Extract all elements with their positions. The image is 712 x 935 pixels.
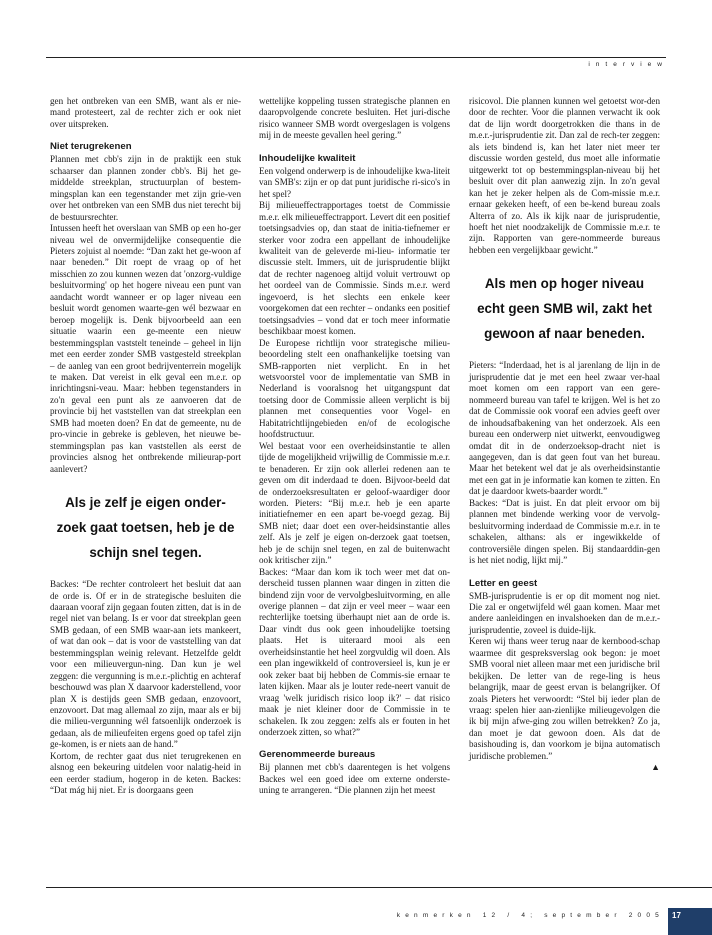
footer-journal: kenmerken 12 / 4; september 2005 bbox=[396, 912, 664, 919]
paragraph: Bij plannen met cbb's daarentegen is het volgens Backes wel een goed idee om externe onderste-uning te arrangeren. “Die plannen zijn het meest bbox=[259, 762, 450, 796]
pull-quote: Als men op hoger niveau echt geen SMB wil, zakt het gewoon af naar beneden. bbox=[477, 276, 652, 342]
paragraph: Kortom, de rechter gaat dus niet terugrekenen en alsnog een bekeuring uitdelen voor nalatig-heid in een eerder stadium, hogerop in de keten. Backes: “Dat mág hij niet. Er is doorgaans geen bbox=[50, 750, 241, 796]
section-label: interview bbox=[588, 61, 668, 68]
paragraph: Pieters: “Inderdaad, het is al jarenlang de lijn in de jurisprudentie dat je met een heel zwaar ver-haal moet komen om een rapport van een gere-nommeerd bureau van tafel te krijgen. Wel is het zo dat de Commissie ook vooraf een advies geeft over de inhoudsafbakening van het onderzoek. Als een bureau een onderwerp niet uitwerkt, eenvoudigweg omdat dit in de onderzoeksop-dracht niet is aangegeven, dan is dat geen fout van het bureau. Maar het betekent wel dat je als overheidsinstantie met een gat in je informatie kan komen te zitten. En dat je daardoor kwets-baarder wordt.” bbox=[469, 360, 660, 497]
paragraph: risicovol. Die plannen kunnen wel getoetst wor-den door de rechter. Voor die plannen verwacht ik ook dat de lijn wordt doorgetrokken die thans in de m.e.r.-jurisprudentie zit. Dan zal de rech-ter zeggen: als iets bindend is, kan het later niet meer ter discussie worden gesteld, dus moet alle informatie uitgewerkt tot op bestemmingsplan-niveau bij het besluit over dit plan aanwezig zijn. In zo'n geval kan het je zeker helpen als de Com-missie m.e.r. ernaar gekeken heeft, of een be-kend bureau zoals Alterra of zo. Als ik kijk naar de jurisprudentie, hoeft het niet noodzakelijk de Commissie m.e.r. te zijn. Rapporten van gere-nommeerde bureaus hebben een vergelijkbaar gewicht.” bbox=[469, 96, 660, 255]
paragraph: De Europese richtlijn voor strategische milieu-beoordeling stelt een onafhankelijke toetsing van SMB-rapporten niet verplicht. En in het wetsvoorstel voor de implementatie van SMB in Nederland is vooralsnog het uitgangspunt dat toetsing door de Commissie alleen verplicht is bij plannen met consequenties voor Vogel- en Habitatrichtlijngebieden en/of de ecologische hoofdstructuur. bbox=[259, 337, 450, 440]
column-3 bbox=[469, 96, 660, 774]
paragraph: Intussen heeft het overslaan van SMB op een ho-ger niveau wel de onvermijdelijke consequentie die Pieters zojuist al noemde: “Dan zakt het ge-woon af naar beneden.” Dit roept de vraag op of het misschien zo zou kunnen wezen dat 'onzorg-vuldige besluitvorming' op het hogere niveau een punt van aandacht wordt wanneer er op lager niveau een besluit wordt genomen waarte-gen wél bezwaar en beroep mogelijk is. Denk bijvoorbeeld aan een situatie waarin een ge-meente een nieuw bestemmingsplan vaststelt teneinde – geheel in lijn met een eerder zonder SMB vastgesteld streekplan – de aanleg van een groot bedrijventerrein mogelijk te maken. Dat vereist in elk geval een m.e.r. op inrichtingsni-veau. Maar: hebben tegenstanders in zo'n geval een punt als ze aanvoeren dat de provincie bij het vaststellen van dat streekplan een SMB had moeten doen? En dat de gemeente, nu de pro-vincie in gebreke is gebleven, het nieuwe be-stemmingsplan pas kan vaststellen als eerst de provincies alsnog het ontbrekende milieurap-port aanlevert? bbox=[50, 223, 241, 474]
paragraph: Een volgend onderwerp is de inhoudelijke kwa-liteit van SMB's: zijn er op dat punt juridische ri-sico's in het spel? bbox=[259, 165, 450, 199]
header-rule bbox=[46, 57, 666, 58]
paragraph: Backes: “Maar dan kom ik toch weer met dat on-derscheid tussen plannen waar dingen in zitten die bindend zijn voor de vervolgbesluitvorming, en alle overige plannen – dat zijn er veel meer – waar een rechterlijke toetsing überhaupt niet aan de orde is. Daar vindt dus ook geen inhoudelijke toetsing plaats. Het is uiteraard mooi als een overheidsinstantie het heel zorgvuldig wil doen. Als een plan ingewikkeld of controversieel is, kun je er ook zeker baat bij hebben de Commis-sie ernaar te laten kijken. Maar als je louter rede-neert vanuit de vraag 'welk juridisch risico loop ik?' – dat risico maak je niet kleiner door de Commissie in te schakelen. Ik zou zeggen: zelfs als er fouten in het onderzoek zitten, so what?” bbox=[259, 566, 450, 738]
paragraph: Keren wij thans weer terug naar de kernbood-schap waarmee dit gespreksverslag ook begon: je moet SMB vooral niet alleen maar met een juridische bril bekijken. De letter van de rege-ling is heus belangrijk, maar de geest ervan is belangrijker. Of zoals Pieters het verwoordt: “Stel bij ieder plan de vraag: spelen hier aan-zienlijke milieugevolgen die ik bij mijn afwe-ging zou willen betrekken? Zo ja, dan moet je dat gewoon doen. Als dat de basishouding is, dan voorkom je bijna automatisch juridische problemen.” bbox=[469, 636, 660, 761]
paragraph: Plannen met cbb's zijn in de praktijk een stuk schaarser dan plannen zonder cbb's. Bij het ge-middelde streekplan, structuurplan of bestem-mingsplan kan een tegenstander met zijn grie-ven over het ontbreken van een SMB dus niet terecht bij de bestuursrechter. bbox=[50, 154, 241, 222]
paragraph: SMB-jurisprudentie is er op dit moment nog niet. Die zal er ongetwijfeld wél gaan komen. Maar met andere aanleidingen en invalshoeken dan de m.e.r.-jurisprudentie, zoveel is duide-lijk. bbox=[469, 590, 660, 635]
footer-rule bbox=[46, 887, 712, 888]
paragraph: Backes: “De rechter controleert het besluit dat aan de orde is. Of er in de strategische besluiten die daaraan vooraf zijn gegaan fouten zitten, dat is in de regel niet van belang. Is er voor dat streekplan geen SMB gedaan, of een SMB waar-aan iets mankeert, of wat dan ook – dat is voor de vaststelling van dat bestemmingsplan weinig relevant. Hetzelfde geldt voor een milieuvergun-ning. Dan kun je wel zeggen: die vergunning is m.e.r.-plichtig en achteraf beschouwd was plan X daarvoor kaderstellend, voor plan X is destijds geen SMB gedaan, enzovoort, enzovoort. Dat mag allemaal zo zijn, maar als er bij die milieu-vergunning wél fatsoenlijk onderzoek is gedaan, als de milieufeiten ergens goed op tafel zijn ge-komen, is er niets aan de hand.” bbox=[50, 579, 241, 750]
end-triangle-icon: ▲ bbox=[651, 762, 660, 773]
paragraph: wettelijke koppeling tussen strategische plannen en daaropvolgende concrete besluiten. Het juri-dische risico wanneer SMB wordt overgeslagen is volgens mij in de meeste gevallen heel gering.” bbox=[259, 96, 450, 141]
subheading-inhoudelijke-kwaliteit: Inhoudelijke kwaliteit bbox=[259, 152, 356, 164]
paragraph: Backes: “Dat is juist. En dat pleit ervoor om bij plannen met bindende werking voor de vervolg-besluitvorming inderdaad de Commissie m.e.r. in te schakelen, althans: als er ingewikkelde of controversiële dingen spelen. Bij standaarddin-gen is het niet nodig, lijkt mij.” bbox=[469, 497, 660, 566]
paragraph: gen het ontbreken van een SMB, want als er nie-mand protesteert, zal de rechter zich er ook niet over uitspreken. bbox=[50, 96, 241, 129]
subheading-gerenommeerde-bureaus: Gerenommeerde bureaus bbox=[259, 749, 376, 761]
subheading-letter-en-geest: Letter en geest bbox=[469, 577, 538, 589]
column-1 bbox=[50, 96, 241, 797]
subheading-niet-terugrekenen: Niet terugrekenen bbox=[50, 141, 132, 153]
paragraph: Bij milieueffectrapportages toetst de Commissie m.e.r. elk milieueffectrapport. Levert dit een positief toetsingsadvies op, dan staat de initia-tiefnemer er sterker voor zodra een appellant de inhoudelijke kwaliteit van de geleverde mi-lieu- informatie ter discussie stelt. Immers, uit de jurisprudentie blijkt dat de rechter nagenoeg altijd voluit vertrouwt op het oordeel van de Commissie. Sinds m.e.r. werd ingevoerd, is het slechts een enkele keer voorgekomen dat een rechter – ondanks een positief toetsingsadvies – vond dat er toch meer informatie beschikbaar moest komen. bbox=[259, 200, 450, 337]
paragraph: Wel bestaat voor een overheidsinstantie te allen tijde de mogelijkheid vrijwillig de Commissie m.e.r. te benaderen. Er zijn ook allerlei redenen aan te geven om dit inderdaad te doen. Bijvoor-beeld dat de onderzoeksresultaten er geloof-waardiger door worden. Pieters: “Bij m.e.r. heb je een aparte initiatiefnemer en een apart be-voegd gezag. Bij SMB niet; daar doet een over-heidsinstantie alles zelf. Als je zelf je eigen on-derzoek gaat toetsen, heb je de schijn snel tegen, en zal de buitenwacht ook kritischer zijn.” bbox=[259, 440, 450, 566]
column-2 bbox=[259, 96, 450, 797]
page-number: 17 bbox=[668, 908, 712, 935]
pull-quote: Als je zelf je eigen onder-zoek gaat toetsen, heb je de schijn snel tegen. bbox=[56, 495, 235, 561]
